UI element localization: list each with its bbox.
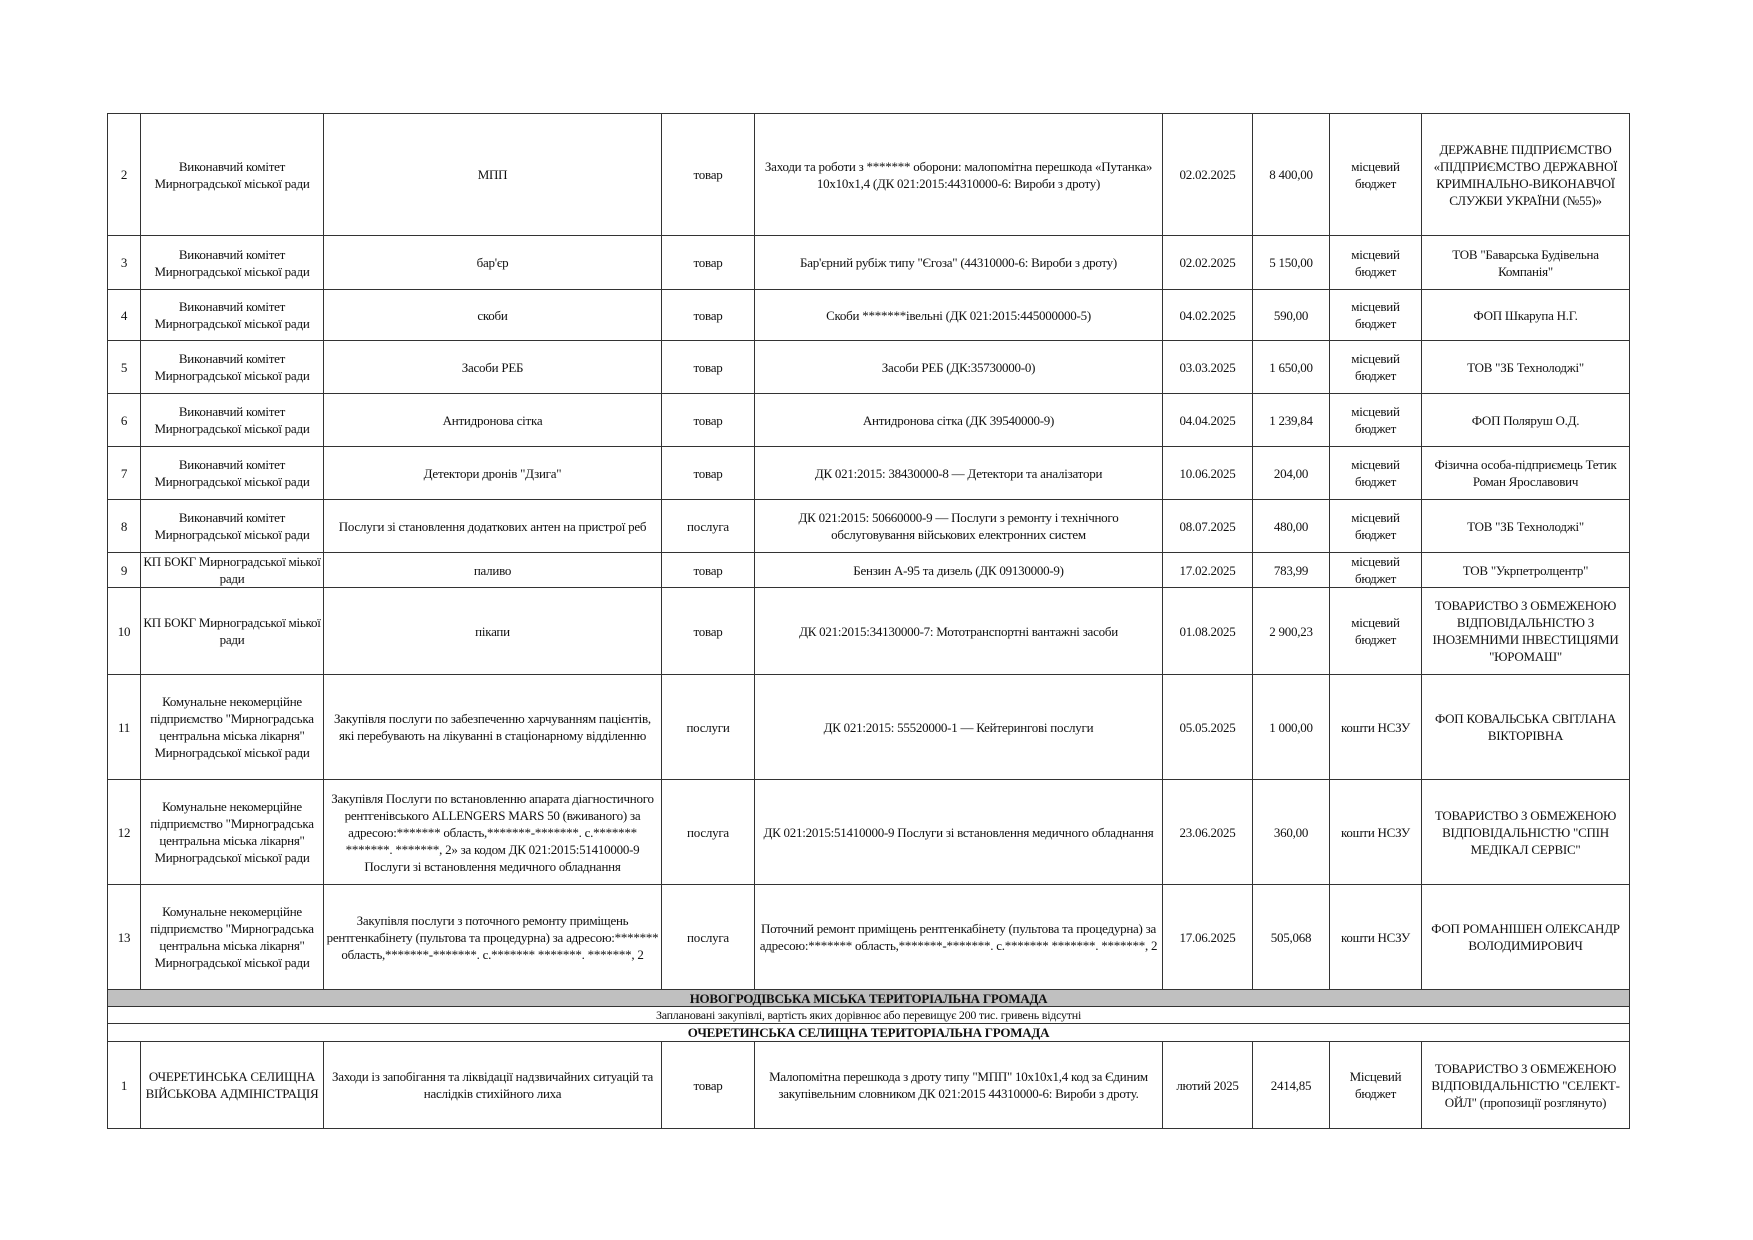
procurement-type-cell: товар (662, 553, 755, 588)
date-cell: 10.06.2025 (1163, 447, 1253, 500)
table-row (108, 885, 1630, 990)
procurement-type-cell: товар (662, 394, 755, 447)
funding-source-cell: кошти НСЗУ (1330, 885, 1422, 990)
subject-cell: Детектори дронів "Дзига" (324, 447, 662, 500)
subject-cell: МПП (324, 114, 662, 236)
description-cell: Скоби *******івельні (ДК 021:2015:445000000-5) (755, 290, 1163, 341)
row-number: 3 (108, 236, 141, 290)
table-row (108, 1042, 1630, 1129)
row-number: 9 (108, 553, 141, 588)
supplier-cell: ТОВ "Баварська Будівельна Компанія" (1422, 236, 1630, 290)
table-row (108, 588, 1630, 675)
funding-source-cell: місцевий бюджет (1330, 553, 1422, 588)
customer-cell: Виконавчий комітет Мирноградської міської ради (141, 290, 324, 341)
subject-cell: скоби (324, 290, 662, 341)
section-title: НОВОГРОДІВСЬКА МІСЬКА ТЕРИТОРІАЛЬНА ГРОМАДА (108, 990, 1630, 1007)
row-number: 11 (108, 675, 141, 780)
customer-cell: Комунальне некомерційне підприємство "Мирноградська центральна міська лікарня" Мирноградської міської ради (141, 885, 324, 990)
funding-source-cell: місцевий бюджет (1330, 500, 1422, 553)
funding-source-cell: кошти НСЗУ (1330, 780, 1422, 885)
funding-source-cell: Місцевий бюджет (1330, 1042, 1422, 1129)
supplier-cell: ТОВАРИСТВО З ОБМЕЖЕНОЮ ВІДПОВІДАЛЬНІСТЮ "СПІН МЕДІКАЛ СЕРВІС" (1422, 780, 1630, 885)
supplier-cell: ТОВАРИСТВО З ОБМЕЖЕНОЮ ВІДПОВІДАЛЬНІСТЮ З ІНОЗЕМНИМИ ІНВЕСТИЦІЯМИ "ЮРОМАШ" (1422, 588, 1630, 675)
procurement-type-cell: товар (662, 1042, 755, 1129)
customer-cell: Комунальне некомерційне підприємство "Мирноградська центральна міська лікарня" Мирноградської міської ради (141, 780, 324, 885)
table-row (108, 675, 1630, 780)
customer-cell: КП БОКГ Мирноградської міької ради (141, 553, 324, 588)
row-number: 2 (108, 114, 141, 236)
section-header-row (108, 1024, 1630, 1042)
row-number: 4 (108, 290, 141, 341)
amount-cell: 5 150,00 (1253, 236, 1330, 290)
customer-cell: Виконавчий комітет Мирноградської міської ради (141, 236, 324, 290)
procurement-table (107, 113, 1630, 1129)
row-number: 13 (108, 885, 141, 990)
funding-source-cell: кошти НСЗУ (1330, 675, 1422, 780)
procurement-type-cell: товар (662, 588, 755, 675)
amount-cell: 480,00 (1253, 500, 1330, 553)
supplier-cell: ФОП КОВАЛЬСЬКА СВІТЛАНА ВІКТОРІВНА (1422, 675, 1630, 780)
customer-cell: Виконавчий комітет Мирноградської міської ради (141, 341, 324, 394)
description-cell: Малопомітна перешкода з дроту типу "МПП" 10х10х1,4 код за Єдиним закупівельним словником ДК 021:2015 44310000-6: Вироби з дроту. (755, 1042, 1163, 1129)
customer-cell: ОЧЕРЕТИНСЬКА СЕЛИЩНА ВІЙСЬКОВА АДМІНІСТРАЦІЯ (141, 1042, 324, 1129)
amount-cell: 2 900,23 (1253, 588, 1330, 675)
supplier-cell: ФОП РОМАНІШЕН ОЛЕКСАНДР ВОЛОДИМИРОВИЧ (1422, 885, 1630, 990)
amount-cell: 360,00 (1253, 780, 1330, 885)
subject-cell: Заходи із запобігання та ліквідації надзвичайних ситуацій та наслідків стихійного лиха (324, 1042, 662, 1129)
amount-cell: 1 650,00 (1253, 341, 1330, 394)
subject-cell: Засоби РЕБ (324, 341, 662, 394)
description-cell: ДК 021:2015:34130000-7: Мототранспортні вантажні засоби (755, 588, 1163, 675)
table-row (108, 114, 1630, 236)
section-header-row (108, 990, 1630, 1007)
supplier-cell: ТОВ "Укрпетролцентр" (1422, 553, 1630, 588)
customer-cell: Виконавчий комітет Мирноградської міської ради (141, 114, 324, 236)
table-row (108, 553, 1630, 588)
procurement-type-cell: послуга (662, 780, 755, 885)
procurement-type-cell: послуга (662, 500, 755, 553)
procurement-type-cell: послуга (662, 885, 755, 990)
subject-cell: Послуги зі становлення додаткових антен на пристрої реб (324, 500, 662, 553)
date-cell: 04.04.2025 (1163, 394, 1253, 447)
table-row (108, 236, 1630, 290)
customer-cell: КП БОКГ Мирноградської міької ради (141, 588, 324, 675)
customer-cell: Виконавчий комітет Мирноградської міської ради (141, 447, 324, 500)
customer-cell: Виконавчий комітет Мирноградської міської ради (141, 500, 324, 553)
description-cell: Бензин А-95 та дизель (ДК 09130000-9) (755, 553, 1163, 588)
customer-cell: Комунальне некомерційне підприємство "Мирноградська центральна міська лікарня" Мирноградської міської ради (141, 675, 324, 780)
date-cell: лютий 2025 (1163, 1042, 1253, 1129)
table-row (108, 290, 1630, 341)
date-cell: 17.06.2025 (1163, 885, 1253, 990)
section-title: ОЧЕРЕТИНСЬКА СЕЛИЩНА ТЕРИТОРІАЛЬНА ГРОМАДА (108, 1024, 1630, 1042)
date-cell: 02.02.2025 (1163, 236, 1253, 290)
row-number: 10 (108, 588, 141, 675)
table-row (108, 341, 1630, 394)
funding-source-cell: місцевий бюджет (1330, 341, 1422, 394)
customer-cell: Виконавчий комітет Мирноградської міської ради (141, 394, 324, 447)
supplier-cell: ФОП Шкарупа Н.Г. (1422, 290, 1630, 341)
funding-source-cell: місцевий бюджет (1330, 447, 1422, 500)
description-cell: Засоби РЕБ (ДК:35730000-0) (755, 341, 1163, 394)
date-cell: 08.07.2025 (1163, 500, 1253, 553)
supplier-cell: ДЕРЖАВНЕ ПІДПРИЄМСТВО «ПІДПРИЄМСТВО ДЕРЖАВНОЇ КРИМІНАЛЬНО-ВИКОНАВЧОЇ СЛУЖБИ УКРАЇНИ (№55)» (1422, 114, 1630, 236)
amount-cell: 1 239,84 (1253, 394, 1330, 447)
description-cell: Бар'єрний рубіж типу "Єгоза" (44310000-6: Вироби з дроту) (755, 236, 1163, 290)
procurement-type-cell: товар (662, 341, 755, 394)
subject-cell: Закупівля Послуги по встановленню апарата діагностичного рентгенівського ALLENGERS MARS 50 (вживаного) за адресою:******* область,*******-*******. с.******* *******. *******, 2» за кодом ДК 021:2015:51410000-9 Послуги зі встановлення медичного обладнання (324, 780, 662, 885)
supplier-cell: ФОП Поляруш О.Д. (1422, 394, 1630, 447)
date-cell: 05.05.2025 (1163, 675, 1253, 780)
description-cell: Поточний ремонт приміщень рентгенкабінету (пультова та процедурна) за адресою:******* область,*******-*******. с.******* *******. *******, 2 (755, 885, 1163, 990)
procurement-type-cell: товар (662, 447, 755, 500)
procurement-type-cell: товар (662, 236, 755, 290)
amount-cell: 505,068 (1253, 885, 1330, 990)
supplier-cell: ТОВ "ЗБ Технолоджі" (1422, 500, 1630, 553)
note-row (108, 1007, 1630, 1024)
description-cell: Заходи та роботи з ******* оборони: малопомітна перешкода «Путанка» 10x10x1,4 (ДК 021:2015:44310000-6: Вироби з дроту) (755, 114, 1163, 236)
procurement-type-cell: товар (662, 114, 755, 236)
table-row (108, 394, 1630, 447)
date-cell: 02.02.2025 (1163, 114, 1253, 236)
row-number: 8 (108, 500, 141, 553)
amount-cell: 590,00 (1253, 290, 1330, 341)
subject-cell: Антидронова сітка (324, 394, 662, 447)
description-cell: ДК 021:2015: 55520000-1 — Кейтерингові послуги (755, 675, 1163, 780)
row-number: 12 (108, 780, 141, 885)
row-number: 1 (108, 1042, 141, 1129)
funding-source-cell: місцевий бюджет (1330, 114, 1422, 236)
date-cell: 17.02.2025 (1163, 553, 1253, 588)
procurement-type-cell: послуги (662, 675, 755, 780)
amount-cell: 8 400,00 (1253, 114, 1330, 236)
row-number: 6 (108, 394, 141, 447)
note-text: Заплановані закупівлі, вартість яких дорівнює або перевищує 200 тис. гривень відсутні (108, 1007, 1630, 1024)
subject-cell: Закупівля послуги з поточного ремонту приміщень рентгенкабінету (пультова та процедурна) за адресою:******* область,*******-*******. с.******* *******. *******, 2 (324, 885, 662, 990)
description-cell: ДК 021:2015: 50660000-9 — Послуги з ремонту і технічного обслуговування військових електронних систем (755, 500, 1163, 553)
amount-cell: 204,00 (1253, 447, 1330, 500)
funding-source-cell: місцевий бюджет (1330, 394, 1422, 447)
subject-cell: Закупівля послуги по забезпеченню харчуванням пацієнтів, які перебувають на лікуванні в стаціонарному відділенню (324, 675, 662, 780)
description-cell: ДК 021:2015:51410000-9 Послуги зі встановлення медичного обладнання (755, 780, 1163, 885)
row-number: 7 (108, 447, 141, 500)
funding-source-cell: місцевий бюджет (1330, 236, 1422, 290)
row-number: 5 (108, 341, 141, 394)
procurement-type-cell: товар (662, 290, 755, 341)
amount-cell: 783,99 (1253, 553, 1330, 588)
funding-source-cell: місцевий бюджет (1330, 588, 1422, 675)
supplier-cell: ТОВАРИСТВО З ОБМЕЖЕНОЮ ВІДПОВІДАЛЬНІСТЮ "СЕЛЕКТ-ОЙЛ" (пропозиції розглянуто) (1422, 1042, 1630, 1129)
funding-source-cell: місцевий бюджет (1330, 290, 1422, 341)
date-cell: 03.03.2025 (1163, 341, 1253, 394)
date-cell: 04.02.2025 (1163, 290, 1253, 341)
supplier-cell: Фізична особа-підприємець Тетик Роман Ярославович (1422, 447, 1630, 500)
table-row (108, 447, 1630, 500)
description-cell: Антидронова сітка (ДК 39540000-9) (755, 394, 1163, 447)
supplier-cell: ТОВ "ЗБ Технолоджі" (1422, 341, 1630, 394)
subject-cell: паливо (324, 553, 662, 588)
date-cell: 23.06.2025 (1163, 780, 1253, 885)
subject-cell: пікапи (324, 588, 662, 675)
amount-cell: 1 000,00 (1253, 675, 1330, 780)
description-cell: ДК 021:2015: 38430000-8 — Детектори та аналізатори (755, 447, 1163, 500)
subject-cell: бар'єр (324, 236, 662, 290)
table-row (108, 780, 1630, 885)
table-row (108, 500, 1630, 553)
amount-cell: 2414,85 (1253, 1042, 1330, 1129)
date-cell: 01.08.2025 (1163, 588, 1253, 675)
